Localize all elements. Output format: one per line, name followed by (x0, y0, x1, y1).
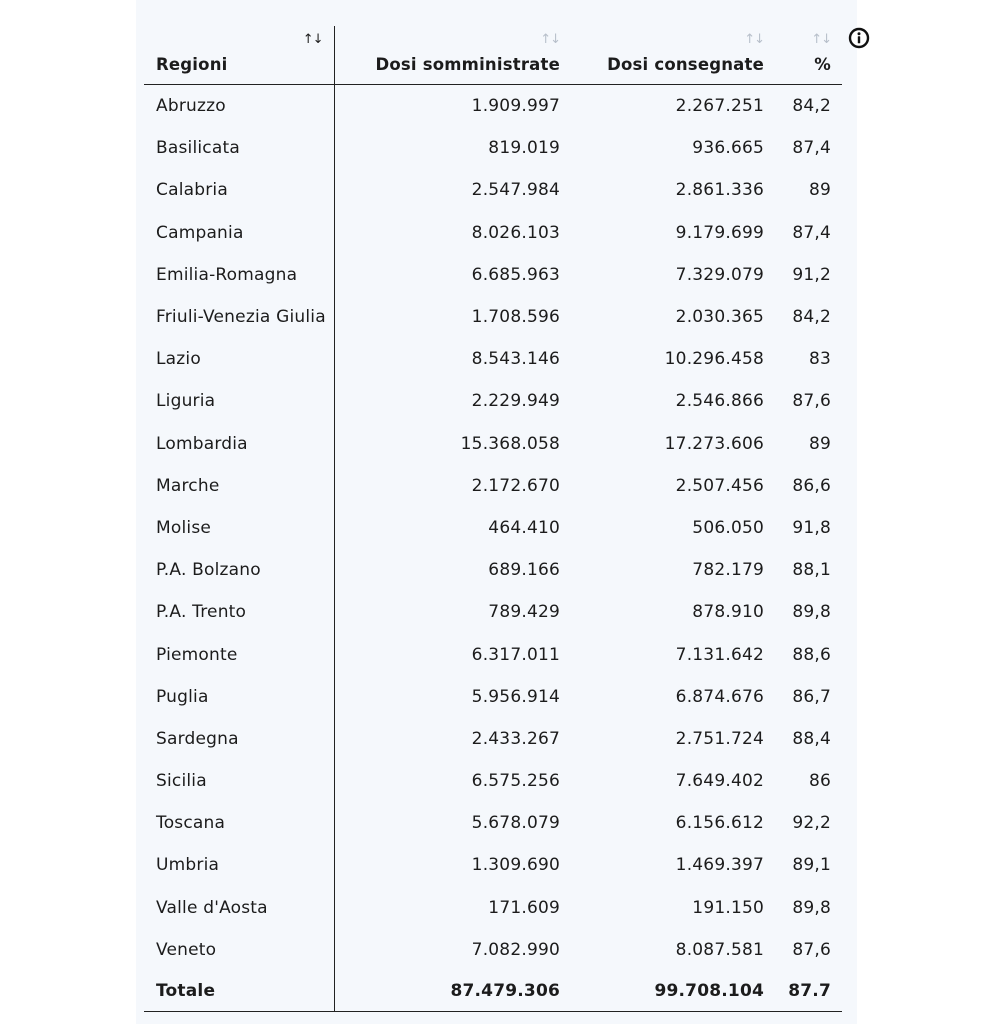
cell-administered: 171.609 (488, 897, 560, 918)
total-delivered: 99.708.104 (571, 971, 775, 1012)
table-row (144, 296, 842, 338)
vaccine-doses-table (144, 26, 842, 1012)
cell-region: Puglia (144, 676, 334, 718)
cell-administered: 5.956.914 (471, 686, 560, 707)
column-header-regioni[interactable] (144, 26, 334, 85)
cell-percent: 88,4 (792, 728, 831, 749)
cell-delivered: 2.267.251 (675, 96, 764, 117)
header-row (144, 26, 842, 85)
cell-percent: 89 (808, 180, 831, 201)
cell-administered: 2.172.670 (471, 475, 560, 496)
cell-administered: 6.317.011 (471, 644, 560, 665)
cell-delivered: 191.150 (692, 897, 764, 918)
table-row (144, 507, 842, 549)
table-footer (144, 971, 842, 1012)
cell-percent: 89 (808, 433, 831, 454)
cell-administered: 689.166 (488, 560, 560, 581)
total-administered: 87.479.306 (334, 971, 571, 1012)
cell-region: Abruzzo (144, 85, 334, 128)
cell-administered: 6.685.963 (471, 264, 560, 285)
cell-region: Lazio (144, 338, 334, 380)
column-header-dosi-somministrate[interactable] (334, 26, 571, 85)
cell-percent: 87,6 (792, 939, 831, 960)
cell-administered: 2.229.949 (471, 391, 560, 412)
table-row (144, 127, 842, 169)
cell-administered: 15.368.058 (460, 433, 560, 454)
cell-delivered: 9.179.699 (675, 222, 764, 243)
cell-percent: 86 (808, 771, 831, 792)
cell-percent: 89,8 (792, 897, 831, 918)
cell-delivered: 1.469.397 (675, 855, 764, 876)
table-row (144, 887, 842, 929)
cell-administered: 1.309.690 (471, 855, 560, 876)
cell-percent: 92,2 (792, 813, 831, 834)
cell-delivered: 7.329.079 (675, 264, 764, 285)
column-label-dosi-consegnate: Dosi consegnate (607, 55, 764, 74)
cell-region: Lombardia (144, 423, 334, 465)
cell-percent: 91,8 (792, 517, 831, 538)
cell-region: Marche (144, 465, 334, 507)
table-row (144, 591, 842, 633)
cell-administered: 789.429 (488, 602, 560, 623)
table-row (144, 85, 842, 128)
total-row (144, 971, 842, 1012)
cell-region: Piemonte (144, 633, 334, 675)
cell-percent: 84,2 (792, 96, 831, 117)
cell-region: Veneto (144, 929, 334, 971)
column-label-percent: % (814, 55, 831, 74)
table-row (144, 338, 842, 380)
cell-delivered: 2.751.724 (675, 728, 764, 749)
cell-region: Liguria (144, 380, 334, 422)
table-row (144, 633, 842, 675)
cell-percent: 87,4 (792, 222, 831, 243)
cell-region: Emilia-Romagna (144, 254, 334, 296)
table-row (144, 760, 842, 802)
table-row (144, 169, 842, 211)
column-header-percent[interactable] (775, 26, 842, 85)
cell-delivered: 6.156.612 (675, 813, 764, 834)
cell-percent: 87,4 (792, 138, 831, 159)
table-row (144, 212, 842, 254)
table-body (144, 85, 842, 971)
cell-region: Molise (144, 507, 334, 549)
table-row (144, 676, 842, 718)
cell-delivered: 936.665 (692, 138, 764, 159)
cell-delivered: 7.131.642 (675, 644, 764, 665)
cell-administered: 5.678.079 (471, 813, 560, 834)
cell-percent: 88,1 (792, 560, 831, 581)
table-row (144, 380, 842, 422)
cell-administered: 464.410 (488, 517, 560, 538)
cell-percent: 91,2 (792, 264, 831, 285)
cell-delivered: 8.087.581 (675, 939, 764, 960)
cell-region: Friuli-Venezia Giulia (144, 296, 334, 338)
cell-percent: 89,8 (792, 602, 831, 623)
column-label-regioni: Regioni (156, 55, 228, 74)
total-percent: 87.7 (775, 971, 842, 1012)
cell-delivered: 7.649.402 (675, 771, 764, 792)
cell-administered: 8.026.103 (471, 222, 560, 243)
table-row (144, 465, 842, 507)
cell-region: Sicilia (144, 760, 334, 802)
cell-delivered: 878.910 (692, 602, 764, 623)
cell-percent: 89,1 (792, 855, 831, 876)
cell-percent: 87,6 (792, 391, 831, 412)
column-header-dosi-consegnate[interactable] (571, 26, 775, 85)
cell-administered: 7.082.990 (471, 939, 560, 960)
table-header (144, 26, 842, 85)
sort-arrows-icon[interactable]: ↑↓ (744, 32, 764, 47)
cell-administered: 819.019 (488, 138, 560, 159)
cell-administered: 6.575.256 (471, 771, 560, 792)
cell-delivered: 2.507.456 (675, 475, 764, 496)
sort-arrows-icon[interactable]: ↑↓ (540, 32, 560, 47)
cell-region: Umbria (144, 844, 334, 886)
column-label-dosi-somministrate: Dosi somministrate (375, 55, 560, 74)
table-row (144, 718, 842, 760)
cell-region: P.A. Bolzano (144, 549, 334, 591)
cell-delivered: 506.050 (692, 517, 764, 538)
table-row (144, 844, 842, 886)
cell-administered: 8.543.146 (471, 349, 560, 370)
cell-percent: 86,7 (792, 686, 831, 707)
cell-administered: 1.909.997 (471, 96, 560, 117)
cell-administered: 2.433.267 (471, 728, 560, 749)
table-row (144, 423, 842, 465)
cell-region: Basilicata (144, 127, 334, 169)
cell-delivered: 2.030.365 (675, 307, 764, 328)
cell-percent: 88,6 (792, 644, 831, 665)
cell-administered: 2.547.984 (471, 180, 560, 201)
table-row (144, 929, 842, 971)
cell-percent: 83 (808, 349, 831, 370)
cell-region: Campania (144, 212, 334, 254)
cell-delivered: 782.179 (692, 560, 764, 581)
sort-arrows-icon[interactable]: ↑↓ (811, 32, 831, 47)
cell-region: P.A. Trento (144, 591, 334, 633)
table-row (144, 802, 842, 844)
total-label: Totale (144, 971, 334, 1012)
cell-administered: 1.708.596 (471, 307, 560, 328)
cell-delivered: 2.861.336 (675, 180, 764, 201)
table-row (144, 549, 842, 591)
cell-region: Valle d'Aosta (144, 887, 334, 929)
table-row (144, 254, 842, 296)
sort-arrows-icon[interactable]: ↑↓ (302, 32, 323, 47)
cell-delivered: 10.296.458 (664, 349, 764, 370)
cell-region: Sardegna (144, 718, 334, 760)
cell-region: Calabria (144, 169, 334, 211)
cell-region: Toscana (144, 802, 334, 844)
cell-percent: 84,2 (792, 307, 831, 328)
cell-percent: 86,6 (792, 475, 831, 496)
info-icon[interactable] (848, 27, 870, 49)
cell-delivered: 6.874.676 (675, 686, 764, 707)
cell-delivered: 2.546.866 (675, 391, 764, 412)
cell-delivered: 17.273.606 (664, 433, 764, 454)
